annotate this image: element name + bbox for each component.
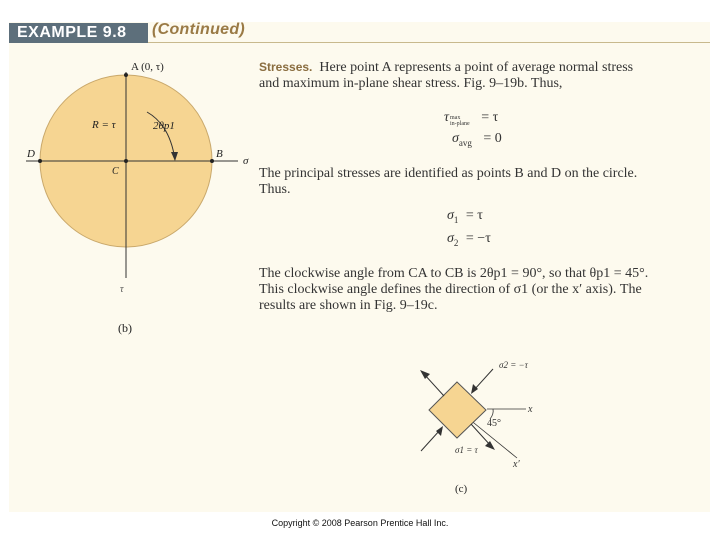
r-label: R = τ xyxy=(92,119,116,131)
point-a-label: A (0, τ) xyxy=(131,61,164,73)
clockwise-line-3: results are shown in Fig. 9–19c. xyxy=(259,298,438,313)
clockwise-paragraph xyxy=(259,266,704,314)
angle-label-c: 45° xyxy=(487,418,501,429)
arrow-upper-right xyxy=(474,369,493,390)
point-c-dot xyxy=(124,159,128,163)
equation-sigma-1: $\sigma_1 = \tau$ xyxy=(447,208,483,225)
arrowhead-lower-left xyxy=(436,426,443,436)
stresses-paragraph xyxy=(259,59,704,92)
xprime-axis-label-c: x′ xyxy=(513,459,520,470)
sigma-axis-label: σ xyxy=(243,155,249,167)
sigma1-label: σ1 = τ xyxy=(455,445,478,455)
principal-paragraph xyxy=(259,166,704,198)
equation-tau-max: τmax in-plane = τ xyxy=(444,110,499,127)
stresses-line-2: and maximum in-plane shear stress. Fig. 9–19b. Thus, xyxy=(259,76,563,91)
principal-line-1: The principal stresses are identified as points B and D on the circle. xyxy=(259,166,638,181)
figure-b-caption: (b) xyxy=(118,321,132,335)
angle-label: 2θp1 xyxy=(153,120,175,132)
arrowhead-upper-left xyxy=(420,370,430,379)
figure-c-caption: (c) xyxy=(455,483,468,495)
point-a-dot xyxy=(124,73,128,77)
copyright-notice: Copyright © 2008 Pearson Prentice Hall Inc. xyxy=(271,518,449,528)
equation-sigma-avg: $\sigma_{avg} = 0$ xyxy=(452,131,502,148)
arrowhead-lower-right xyxy=(485,441,495,450)
clockwise-line-2: This clockwise angle defines the direction of σ1 (or the x′ axis). The xyxy=(259,282,642,297)
point-b-dot xyxy=(210,159,214,163)
principal-line-2: Thus. xyxy=(259,182,291,197)
tau-axis-label: τ xyxy=(120,284,124,295)
equation-sigma-2: $\sigma_2 = -\tau$ xyxy=(447,231,491,248)
point-b-label: B xyxy=(216,148,223,160)
arrow-upper-left xyxy=(424,374,444,396)
arrowhead-upper-right xyxy=(471,384,478,394)
rotated-element xyxy=(429,382,486,438)
point-c-label: C xyxy=(112,166,119,177)
stresses-line-1: Here point A represents a point of average normal stress xyxy=(319,60,634,75)
point-d-label: D xyxy=(27,148,35,160)
example-label: EXAMPLE 9.8 xyxy=(9,23,148,43)
point-d-dot xyxy=(38,159,42,163)
x-axis-label-c: x xyxy=(528,404,533,415)
sigma2-label: σ2 = −τ xyxy=(499,360,528,370)
arrow-lower-left xyxy=(421,430,440,451)
continued-label: (Continued) xyxy=(152,21,246,38)
stresses-lead: Stresses. xyxy=(259,60,313,74)
clockwise-line-1: The clockwise angle from CA to CB is 2θp1 = 90°, so that θp1 = 45°. xyxy=(259,266,649,281)
